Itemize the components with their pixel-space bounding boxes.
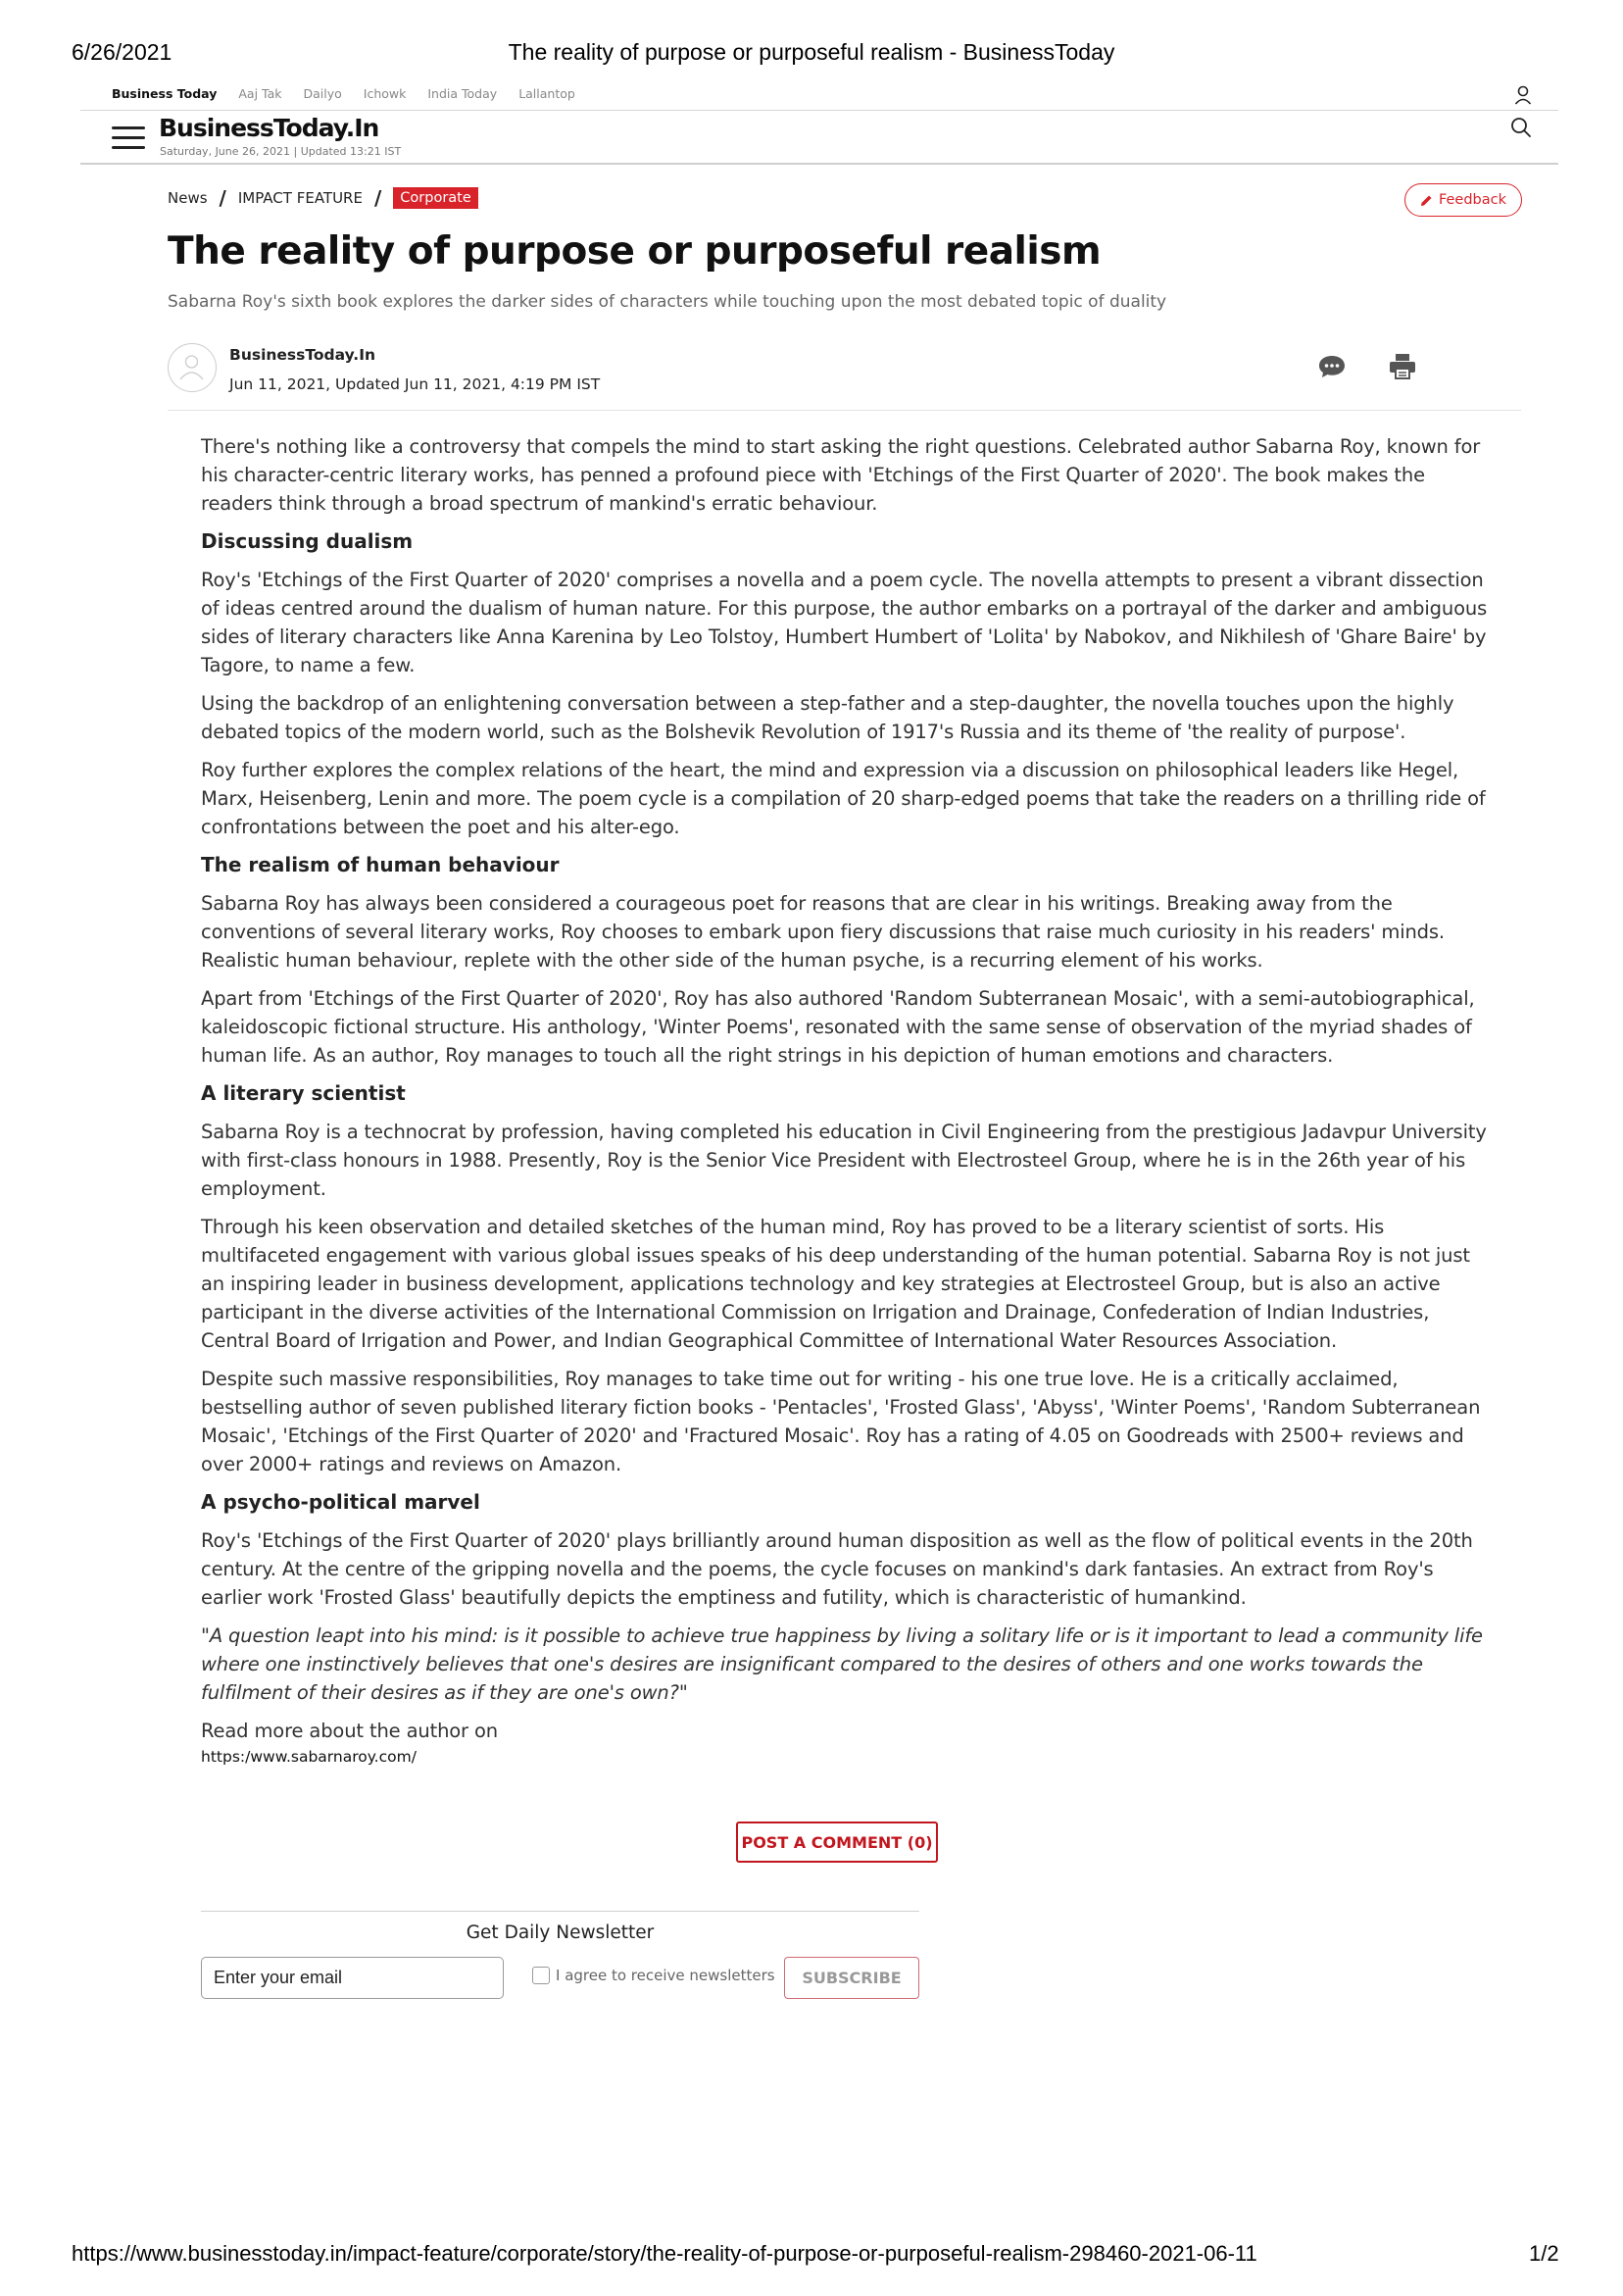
print-page-title: The reality of purpose or purposeful realism - BusinessToday [508, 39, 1115, 65]
article-paragraph: Apart from 'Etchings of the First Quarter of 2020', Roy has also authored 'Random Subterranean Mosaic', with a semi-autobiographical, kaleidoscopic fictional structure. His anthology, 'Winter Poems', resonated with the same sense of observation of the myriad shades of human life. As an author, Roy manages to touch all the right strings in his depiction of human emotions and characters. [201, 987, 1475, 1067]
network-link[interactable]: Dailyo [303, 86, 342, 101]
network-link[interactable]: India Today [427, 86, 498, 101]
breadcrumb-category[interactable]: Corporate [393, 187, 478, 209]
article-paragraph: There's nothing like a controversy that compels the mind to start asking the right questions. Celebrated author Sabarna Roy, known for his character-centric literary works, has penned a profound piece with 'Etchings of the First Quarter of 2020'. The book makes the readers think through a broad spectrum of mankind's erratic behaviour. [201, 435, 1481, 515]
section-heading: A psycho-political marvel [201, 1490, 480, 1514]
search-icon[interactable] [1509, 116, 1533, 139]
article-body [201, 432, 1495, 1769]
network-link[interactable]: Aaj Tak [238, 86, 282, 101]
newsletter-divider [201, 1911, 919, 1912]
comment-icon[interactable] [1318, 354, 1346, 379]
subscribe-button[interactable]: SUBSCRIBE [784, 1957, 919, 1999]
section-heading: A literary scientist [201, 1081, 406, 1105]
breadcrumb [168, 186, 478, 210]
article-paragraph: Roy's 'Etchings of the First Quarter of 2020' comprises a novella and a poem cycle. The novella attempts to present a vibrant dissection of ideas centred around the dualism of human nature. For this purpose, the author embarks on a portrayal of the darker and ambiguous sides of literary characters like Anna Karenina by Leo Tolstoy, Humbert Humbert of 'Lolita' by Nabokov, and Nikhilesh of 'Ghare Baire' by Tagore, to name a few. [201, 569, 1488, 676]
article-paragraph: Sabarna Roy has always been considered a courageous poet for reasons that are clear in his writings. Breaking away from the conventions of several literary works, Roy chooses to embark upon fiery discussions that raise much curiosity in his readers' minds. Realistic human behaviour, replete with the other side of the human psyche, is a recurring element of his works. [201, 892, 1445, 972]
network-link[interactable]: Ichowk [363, 86, 407, 101]
author-website-link[interactable]: https:/www.sabarnaroy.com/ [201, 1748, 417, 1766]
post-comment-button[interactable]: POST A COMMENT (0) [736, 1822, 938, 1863]
article-author[interactable]: BusinessToday.In [229, 346, 375, 364]
byline-divider [168, 410, 1521, 411]
article-paragraph: Roy's 'Etchings of the First Quarter of 2020' plays brilliantly around human disposition as well as the flow of political events in the 20th century. At the centre of the gripping novella and the poems, the cycle focuses on mankind's dark fantasies. An extract from Roy's earlier work 'Frosted Glass' beautifully depicts the emptiness and futility, which is characteristic of humankind. [201, 1529, 1473, 1609]
network-links [112, 86, 575, 101]
feedback-button[interactable] [1404, 183, 1522, 217]
newsletter-title: Get Daily Newsletter [466, 1922, 655, 1943]
section-heading: The realism of human behaviour [201, 853, 560, 876]
read-more-text: Read more about the author on [201, 1720, 498, 1742]
article-headline: The reality of purpose or purposeful realism [168, 229, 1102, 274]
article-paragraph: Using the backdrop of an enlightening conversation between a step-father and a step-daughter, the novella touches upon the highly debated topics of the modern world, such as the Bolshevik Revolution of 1917's Russia and its theme of 'the reality of purpose'. [201, 692, 1454, 743]
email-input[interactable] [201, 1957, 504, 1999]
print-icon[interactable] [1389, 353, 1416, 380]
section-heading: Discussing dualism [201, 529, 414, 553]
network-link[interactable]: Lallantop [518, 86, 575, 101]
network-nav [80, 84, 1558, 111]
article-paragraph: Sabarna Roy is a technocrat by profession, having completed his education in Civil Engineering from the prestigious Jadavpur University with first-class honours in 1988. Presently, Roy is the Senior Vice President with Electrosteel Group, where he is in the 26th year of his employment. [201, 1121, 1487, 1200]
masthead-date: Saturday, June 26, 2021 | Updated 13:21 IST [160, 145, 402, 158]
user-icon[interactable] [1513, 84, 1533, 106]
print-url: https://www.businesstoday.in/impact-feature/corporate/story/the-reality-of-purpose-or-purposeful-realism-298460-2021-06-11 [72, 2241, 1257, 2266]
site-logo[interactable]: BusinessToday.In [159, 114, 379, 142]
article-subheadline: Sabarna Roy's sixth book explores the darker sides of characters while touching upon the most debated topic of duality [168, 292, 1167, 312]
article-paragraph: Through his keen observation and detailed sketches of the human mind, Roy has proved to be a literary scientist of sorts. His multifaceted engagement with various global issues speaks of his deep understanding of the human potential. Sabarna Roy is not just an inspiring leader in business development, applications technology and key strategies at Electrosteel Group, but is also an active participant in the diverse activities of the International Commission on Irrigation and Drainage, Confederation of Indian Industries, Central Board of Irrigation and Power, and Indian Geographical Committee of International Water Resources Association. [201, 1216, 1470, 1352]
breadcrumb-impact-feature[interactable]: IMPACT FEATURE [237, 189, 363, 207]
feedback-label: Feedback [1438, 192, 1507, 208]
breadcrumb-news[interactable]: News [168, 189, 208, 207]
print-date: 6/26/2021 [72, 39, 172, 65]
article-date: Jun 11, 2021, Updated Jun 11, 2021, 4:19 PM IST [229, 375, 601, 393]
consent-checkbox[interactable] [532, 1967, 550, 1984]
breadcrumb-separator: / [373, 186, 382, 210]
avatar-icon [169, 344, 215, 390]
author-avatar [168, 343, 217, 392]
breadcrumb-separator: / [219, 186, 226, 210]
article-paragraph: Despite such massive responsibilities, Roy manages to take time out for writing - his one true love. He is a critically acclaimed, bestselling author of seven published literary fiction books - 'Pentacles', 'Frosted Glass', 'Abyss', 'Winter Poems', 'Random Subterranean Mosaic', 'Etchings of the First Quarter of 2020' and 'Fractured Mosaic'. Roy has a rating of 4.05 on Goodreads with 2500+ reviews and over 2000+ ratings and reviews on Amazon. [201, 1368, 1481, 1475]
pencil-icon [1420, 194, 1433, 207]
network-link[interactable]: Business Today [112, 86, 218, 101]
pull-quote: "A question leapt into his mind: is it possible to achieve true happiness by living a solitary life or is it important to lead a community life where one instinctively believes that one's desires are insignificant compared to the desires of others and one works towards the fulfilment of their desires as if they are one's own?" [201, 1624, 1483, 1704]
print-page-number: 1/2 [1529, 2241, 1559, 2266]
article-paragraph: Roy further explores the complex relations of the heart, the mind and expression via a discussion on philosophical leaders like Hegel, Marx, Heisenberg, Lenin and more. The poem cycle is a compilation of 20 sharp-edged poems that take the readers on a thrilling ride of confrontations between the poet and his alter-ego. [201, 759, 1486, 838]
masthead [80, 110, 1558, 165]
article-blocks [201, 432, 1495, 1707]
menu-icon[interactable] [112, 126, 145, 150]
newsletter-consent[interactable] [532, 1967, 775, 1984]
consent-label: I agree to receive newsletters [556, 1967, 775, 1984]
